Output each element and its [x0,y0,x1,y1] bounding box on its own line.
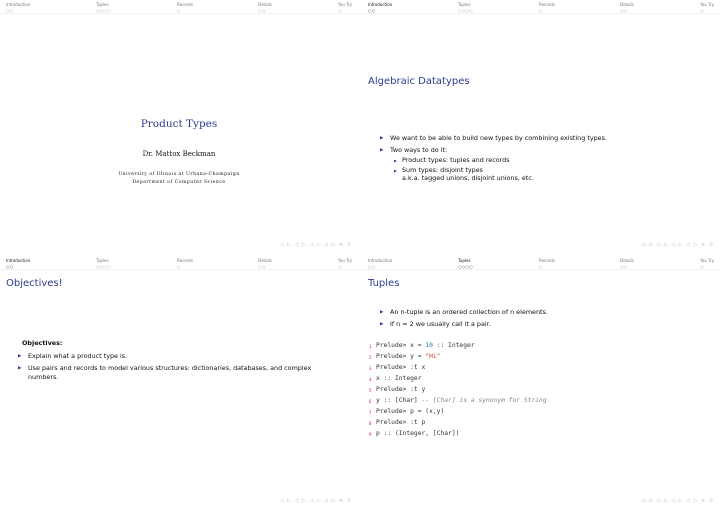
bullet-item: ▶ Explain what a product type is. [28,352,338,361]
code-line [369,406,547,417]
code-line [369,362,547,373]
code-line [369,417,547,428]
nav-dots-you-try[interactable]: ○ [338,8,342,13]
nav-dots-records[interactable]: ○ [539,8,543,13]
nav-you-try[interactable]: You Try [700,2,715,7]
sub-bullet-note: a.k.a. tagged unions, disjoint unions, etc. [402,174,534,182]
nav-dots-introduction[interactable]: ○○ [6,264,14,269]
code-line [369,384,547,395]
slide-algebraic-datatypes [362,0,720,252]
frame-title: Tuples [368,278,400,289]
nav-dots-tuples[interactable]: ○○○○ [96,8,111,13]
nav-dots-records[interactable]: ○ [539,264,543,269]
line-number: 5 [369,388,372,393]
line-number: 9 [369,432,372,437]
slide-tuples [362,256,720,508]
author-name: Dr. Mattox Beckman [142,150,216,158]
line-number: 1 [369,344,372,349]
slide-objectives [0,256,358,508]
code-line [369,340,547,351]
nav-you-try[interactable]: You Try [700,258,715,263]
bullet-item: ▶ Use pairs and records to model various structures: dictionaries, databases, and complex numbers. [28,364,338,382]
objectives-heading: Objectives: [22,339,63,347]
nav-details[interactable]: Details [258,258,272,263]
line-number: 4 [369,377,372,382]
nav-bar [362,256,720,269]
nav-dots-tuples[interactable]: ○○○○ [96,264,111,269]
code-text: p :: (Integer, [Char]) [376,430,460,437]
nav-dots-records[interactable]: ○ [177,8,181,13]
code-listing [369,340,547,439]
nav-records[interactable]: Records [177,2,193,7]
nav-records[interactable]: Records [177,258,193,263]
nav-dots-you-try[interactable]: ○ [700,264,704,269]
nav-bar [362,0,720,13]
code-text: Prelude> :t x [376,364,426,371]
nav-introduction[interactable]: Introduction [6,258,31,263]
code-text: y :: [Char] [376,397,422,404]
bullet-item: ▶ Two ways to do it: [390,146,607,155]
nav-you-try[interactable]: You Try [338,258,353,263]
presentation-title: Product Types [140,118,218,130]
slide-title [0,0,358,252]
code-number: 10 [425,342,433,349]
institution: University of Illinois at Urbana-Champaign [118,172,240,177]
nav-dots-introduction[interactable]: ○○ [368,8,376,13]
beamer-navigation-controls[interactable]: ◁ ▷ ◁ ▷ ◁ ▷ ◁ ▷ ≡ ↺ [641,498,714,504]
code-line [369,351,547,362]
code-line [369,395,547,406]
nav-bar [0,256,358,269]
nav-divider [0,13,358,14]
nav-dots-you-try[interactable]: ○ [700,8,704,13]
nav-dots-records[interactable]: ○ [177,264,181,269]
bullet-list [390,134,607,175]
beamer-navigation-controls[interactable]: ◁ ▷ ◁ ▷ ◁ ▷ ◁ ▷ ≡ ↺ [279,242,352,248]
bullet-item: ▶ We want to be able to build new types by combining existing types. [390,134,607,143]
bullet-item: ▶ If n = 2 we usually call it a pair. [390,320,548,329]
code-text: Prelude> x = [376,342,426,349]
line-number: 8 [369,421,372,426]
nav-divider [0,269,358,270]
nav-records[interactable]: Records [539,258,555,263]
nav-dots-details[interactable]: ○○ [620,8,628,13]
line-number: 2 [369,355,372,360]
code-text: :: Integer [432,342,475,349]
nav-dots-tuples[interactable]: ○○○○ [458,264,473,269]
nav-details[interactable]: Details [620,258,634,263]
bullet-list [28,352,338,385]
nav-divider [362,13,720,14]
nav-tuples[interactable]: Tuples [96,2,109,7]
nav-dots-details[interactable]: ○○ [620,264,628,269]
nav-bar [0,0,358,13]
nav-details[interactable]: Details [258,2,272,7]
bullet-list [390,308,548,332]
nav-dots-you-try[interactable]: ○ [338,264,342,269]
nav-details[interactable]: Details [620,2,634,7]
nav-dots-introduction[interactable]: ○○ [368,264,376,269]
line-number: 7 [369,410,372,415]
nav-dots-details[interactable]: ○○ [258,8,266,13]
code-text: Prelude> :t y [376,386,426,393]
department: Department of Computer Science [132,180,226,185]
nav-divider [362,269,720,270]
code-comment: -- [Char] is a synonym for String [421,397,547,404]
code-line [369,428,547,439]
line-number: 3 [369,366,372,371]
bullet-item: ▶ An n-tuple is an ordered collection of n elements. [390,308,548,317]
beamer-navigation-controls[interactable]: ◁ ▷ ◁ ▷ ◁ ▷ ◁ ▷ ≡ ↺ [641,242,714,248]
frame-title: Algebraic Datatypes [368,76,470,87]
sub-bullet-item: ▶ Sum types: disjoint types [402,166,607,175]
beamer-navigation-controls[interactable]: ◁ ▷ ◁ ▷ ◁ ▷ ◁ ▷ ≡ ↺ [279,498,352,504]
nav-tuples[interactable]: Tuples [458,258,471,263]
line-number: 6 [369,399,372,404]
code-text: x :: Integer [376,375,422,382]
sub-bullet-item: ▶ Product types: tuples and records [402,156,607,165]
nav-dots-tuples[interactable]: ○○○○ [458,8,473,13]
nav-tuples[interactable]: Tuples [458,2,471,7]
nav-dots-details[interactable]: ○○ [258,264,266,269]
nav-you-try[interactable]: You Try [338,2,353,7]
nav-tuples[interactable]: Tuples [96,258,109,263]
frame-title: Objectives! [6,278,63,289]
nav-introduction[interactable]: Introduction [368,2,393,7]
nav-dots-introduction[interactable]: ○○ [6,8,14,13]
nav-introduction[interactable]: Introduction [368,258,393,263]
code-string: "Hi" [425,353,441,360]
nav-records[interactable]: Records [539,2,555,7]
code-text: Prelude> :t p [376,419,426,426]
code-text: Prelude> y = [376,353,426,360]
nav-introduction[interactable]: Introduction [6,2,31,7]
code-line [369,373,547,384]
code-text: Prelude> p = (x,y) [376,408,445,415]
